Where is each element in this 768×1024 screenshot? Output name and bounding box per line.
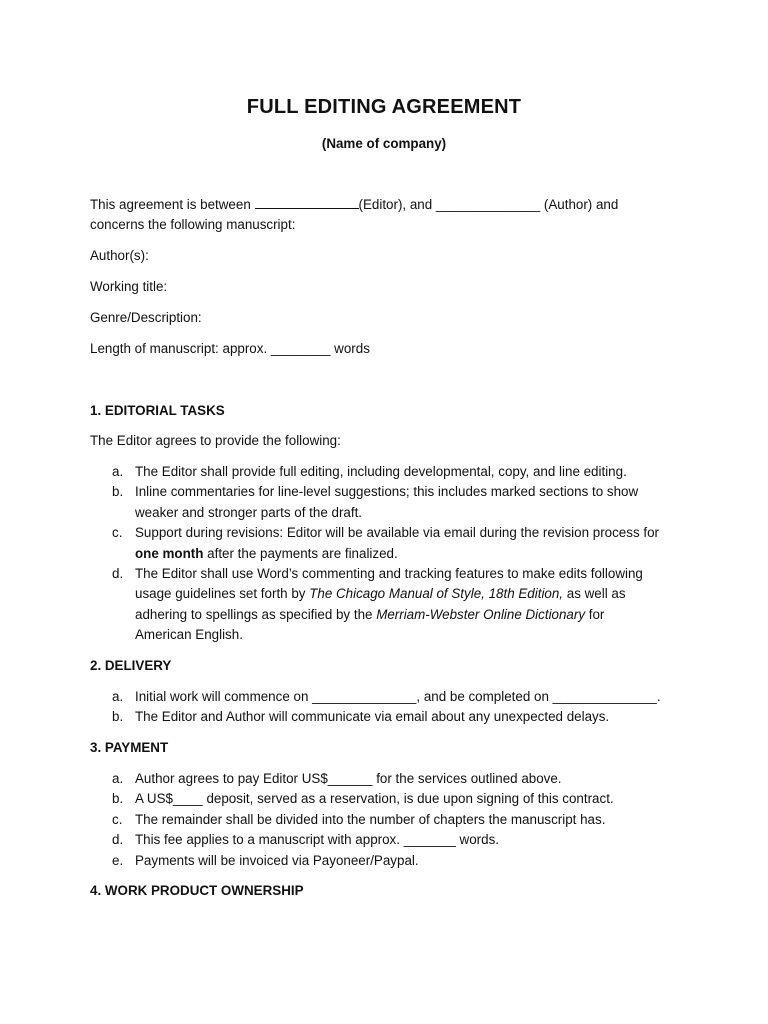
intro-text-b: (Editor), and ______________ (Author) and — [358, 197, 619, 212]
list-marker: a. — [112, 689, 124, 704]
list-item-text: A US$____ deposit, served as a reservation, is due upon signing of this contract. — [135, 791, 614, 807]
list-marker: c. — [112, 811, 123, 827]
list-item-text: after the payments are finalized. — [203, 545, 398, 561]
section-heading-editorial-tasks: 1. EDITORIAL TASKS — [90, 403, 225, 418]
list-item-text: usage guidelines set forth by — [135, 586, 310, 602]
section-heading-delivery: 2. DELIVERY — [90, 658, 172, 673]
list-item-text: adhering to spellings as specified by the — [135, 606, 377, 622]
section1-lead: The Editor agrees to provide the following: — [90, 433, 341, 448]
list-item — [90, 482, 690, 523]
intro-line-1 — [90, 195, 690, 215]
list-marker: d. — [112, 566, 124, 582]
list-item-text: The remainder shall be divided into the number of chapters the manuscript has. — [135, 811, 606, 827]
list-marker: b. — [112, 484, 124, 500]
list-item — [90, 523, 690, 564]
list-item-text: The Editor and Author will communicate via email about any unexpected delays. — [135, 709, 610, 725]
list-item — [90, 830, 690, 850]
list-marker: e. — [112, 852, 124, 868]
list-item — [90, 769, 690, 789]
list-item — [90, 851, 690, 871]
list-item-text: Payments will be invoiced via Payoneer/Paypal. — [135, 852, 419, 868]
length-field: Length of manuscript: approx. ________ words — [90, 341, 370, 356]
authors-field: Author(s): — [90, 248, 149, 263]
intro-text-a: This agreement is between — [90, 197, 255, 212]
list-marker: d. — [112, 832, 124, 848]
list-item-text: Support during revisions: Editor will be available via email during the revision process for — [135, 525, 659, 541]
working-title-field: Working title: — [90, 279, 168, 294]
company-name-placeholder: (Name of company) — [321, 136, 447, 151]
delivery-list — [90, 687, 690, 728]
list-marker: c. — [112, 525, 123, 541]
list-item-text: as well as — [563, 586, 626, 602]
list-item — [90, 687, 690, 707]
list-item-text: This fee applies to a manuscript with approx. _______ words. — [135, 832, 499, 848]
payment-list — [90, 769, 690, 871]
list-item — [90, 707, 690, 727]
list-item — [90, 789, 690, 809]
editor-name-blank — [255, 195, 359, 209]
list-marker: b. — [112, 791, 124, 807]
list-item-text: for — [585, 606, 605, 622]
list-item-text: Inline commentaries for line-level suggestions; this includes marked sections to show — [135, 484, 639, 500]
list-item — [90, 810, 690, 830]
list-item-text: weaker and stronger parts of the draft. — [135, 504, 363, 520]
editorial-tasks-list — [90, 462, 690, 646]
list-item-text: The Editor shall provide full editing, including developmental, copy, and line editing. — [135, 464, 627, 479]
list-item — [90, 564, 690, 646]
list-marker: a. — [112, 464, 124, 479]
emphasis-text: one month — [135, 545, 204, 561]
citation-text: The Chicago Manual of Style, 18th Edition, — [309, 586, 564, 602]
genre-field: Genre/Description: — [90, 310, 202, 325]
section-heading-payment: 3. PAYMENT — [90, 740, 169, 755]
document-title: FULL EDITING AGREEMENT — [246, 96, 522, 118]
list-item-text: Initial work will commence on ______________, and be completed on ______________. — [135, 689, 661, 704]
list-item-text: Author agrees to pay Editor US$______ for the services outlined above. — [135, 771, 562, 786]
list-item-text: The Editor shall use Word’s commenting and tracking features to make edits following — [135, 566, 643, 582]
list-item — [90, 462, 690, 482]
list-marker: a. — [112, 771, 124, 786]
intro-line-2: concerns the following manuscript: — [90, 217, 296, 232]
list-marker: b. — [112, 709, 124, 725]
list-item-text: American English. — [135, 627, 243, 643]
citation-text: Merriam-Webster Online Dictionary — [376, 606, 586, 622]
section-heading-work-product-ownership: 4. WORK PRODUCT OWNERSHIP — [90, 883, 304, 898]
